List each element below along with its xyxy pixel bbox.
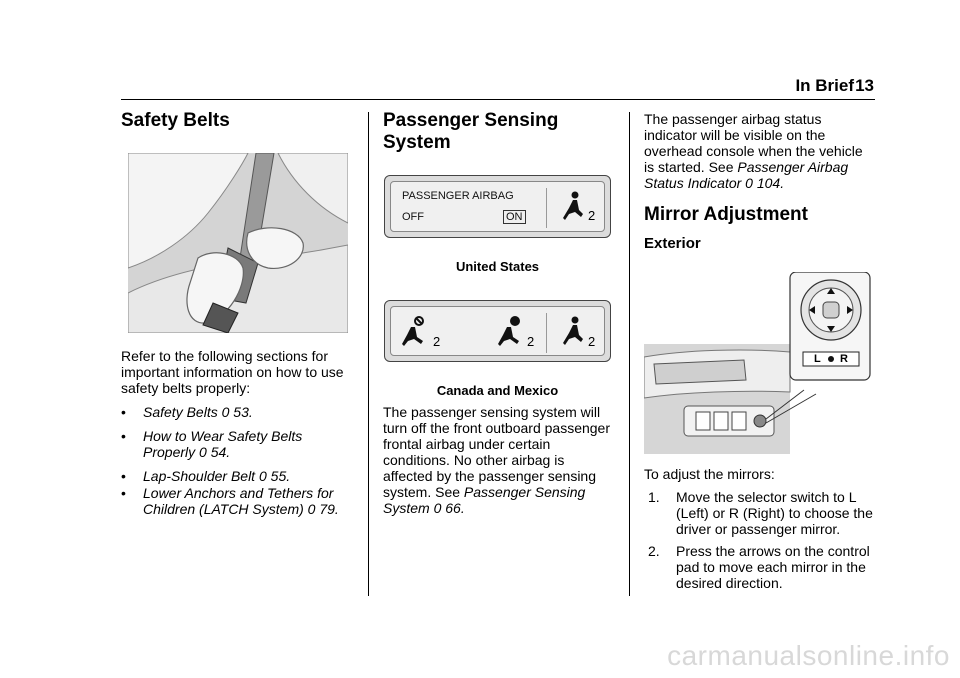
cm-caption: Canada and Mexico [436, 383, 559, 398]
arrow-icon: 0 [745, 175, 753, 191]
column-divider-2 [629, 112, 630, 596]
bullet-item [121, 404, 361, 420]
header-rule [121, 99, 875, 100]
bullet-marker: • [121, 485, 126, 501]
ref-link-latch[interactable]: Lower Anchors and Tethers for Children (LATCH System) [143, 485, 334, 517]
safety-belts-heading: Safety Belts [121, 110, 230, 131]
ref-page: 79. [319, 501, 339, 517]
panel-on-label: ON [503, 210, 526, 224]
mirror-adjustment-heading: Mirror Adjustment [644, 204, 808, 225]
mirror-control-illustration [644, 272, 872, 455]
passenger-seat-icon [561, 190, 585, 222]
seat-number: 2 [588, 208, 596, 223]
bullet-marker: • [121, 404, 126, 420]
ref-page: 104. [756, 175, 785, 191]
arrow-icon: 0 [258, 468, 267, 484]
footer-watermark: carmanualsonline.info [667, 640, 950, 671]
mirror-instructions-intro: To adjust the mirrors: [644, 466, 775, 482]
ref-link-lap-shoulder[interactable]: Lap-Shoulder Belt [143, 468, 256, 484]
step-number: 1. [648, 489, 660, 505]
ref-link-status-indicator[interactable]: Passenger Airbag Status Indicator [644, 159, 849, 191]
ref-page: 54. [210, 444, 231, 460]
step-text: Move the selector switch to L (Left) or R (Right) to choose the driver or passenger mirror. [676, 489, 873, 537]
bullet-marker: • [121, 428, 126, 444]
step-text: Press the arrows on the control pad to move each mirror in the desired direction. [676, 543, 870, 591]
cm-status-panel [384, 300, 611, 362]
us-status-panel [384, 175, 611, 238]
ref-page: 53. [233, 404, 253, 420]
switch-left-label: L [814, 353, 821, 365]
panel-divider [546, 188, 547, 228]
status-indicator-text: The passenger airbag status indicator will be visible on the overhead console when the vehicle is started. See [644, 111, 863, 175]
ref-page: 66. [445, 500, 465, 516]
exterior-subheading: Exterior [644, 235, 701, 252]
panel-off-label: OFF [402, 211, 424, 223]
step-number: 2. [648, 543, 660, 559]
passenger-sensing-text: The passenger sensing system will turn off the front outboard passenger frontal airbag under certain conditions. No other airbag is affected by the passenger sensing system. See [383, 404, 611, 500]
panel-divider [546, 313, 547, 353]
passenger-seat-icon [561, 315, 585, 347]
seat-number: 2 [433, 334, 441, 349]
page-number: 13 [855, 76, 874, 95]
bullet-marker: • [121, 468, 126, 484]
seat-number: 2 [588, 334, 596, 349]
airbag-on-icon [497, 315, 527, 347]
passenger-sensing-heading: Passenger Sensing System [383, 110, 559, 153]
step-item [648, 543, 888, 591]
bullet-item [121, 485, 361, 517]
bullet-item [121, 428, 361, 460]
arrow-icon: 0 [199, 444, 207, 460]
ref-link-passenger-sensing[interactable]: Passenger Sensing System [383, 484, 586, 516]
ref-link-safety-belts[interactable]: Safety Belts [143, 404, 218, 420]
safety-belts-intro: Refer to the following sections for important information on how to use safety belts properly: [121, 348, 344, 396]
safety-belt-illustration [128, 153, 348, 333]
arrow-icon: 0 [433, 500, 442, 516]
section-title: In Brief [795, 76, 854, 95]
column-divider-1 [368, 112, 369, 596]
status-indicator-paragraph [644, 111, 874, 191]
arrow-icon: 0 [307, 501, 316, 517]
us-caption: United States [455, 259, 540, 274]
airbag-off-icon [401, 315, 431, 347]
switch-right-label: R [840, 353, 848, 365]
bullet-item [121, 468, 361, 484]
ref-link-how-to-wear[interactable]: How to Wear Safety Belts Properly [143, 428, 303, 460]
passenger-sensing-body [383, 404, 613, 516]
panel-airbag-label: PASSENGER AIRBAG [402, 190, 514, 202]
ref-page: 55. [270, 468, 291, 484]
step-item [648, 489, 888, 537]
arrow-icon: 0 [221, 404, 230, 420]
seat-number: 2 [527, 334, 535, 349]
